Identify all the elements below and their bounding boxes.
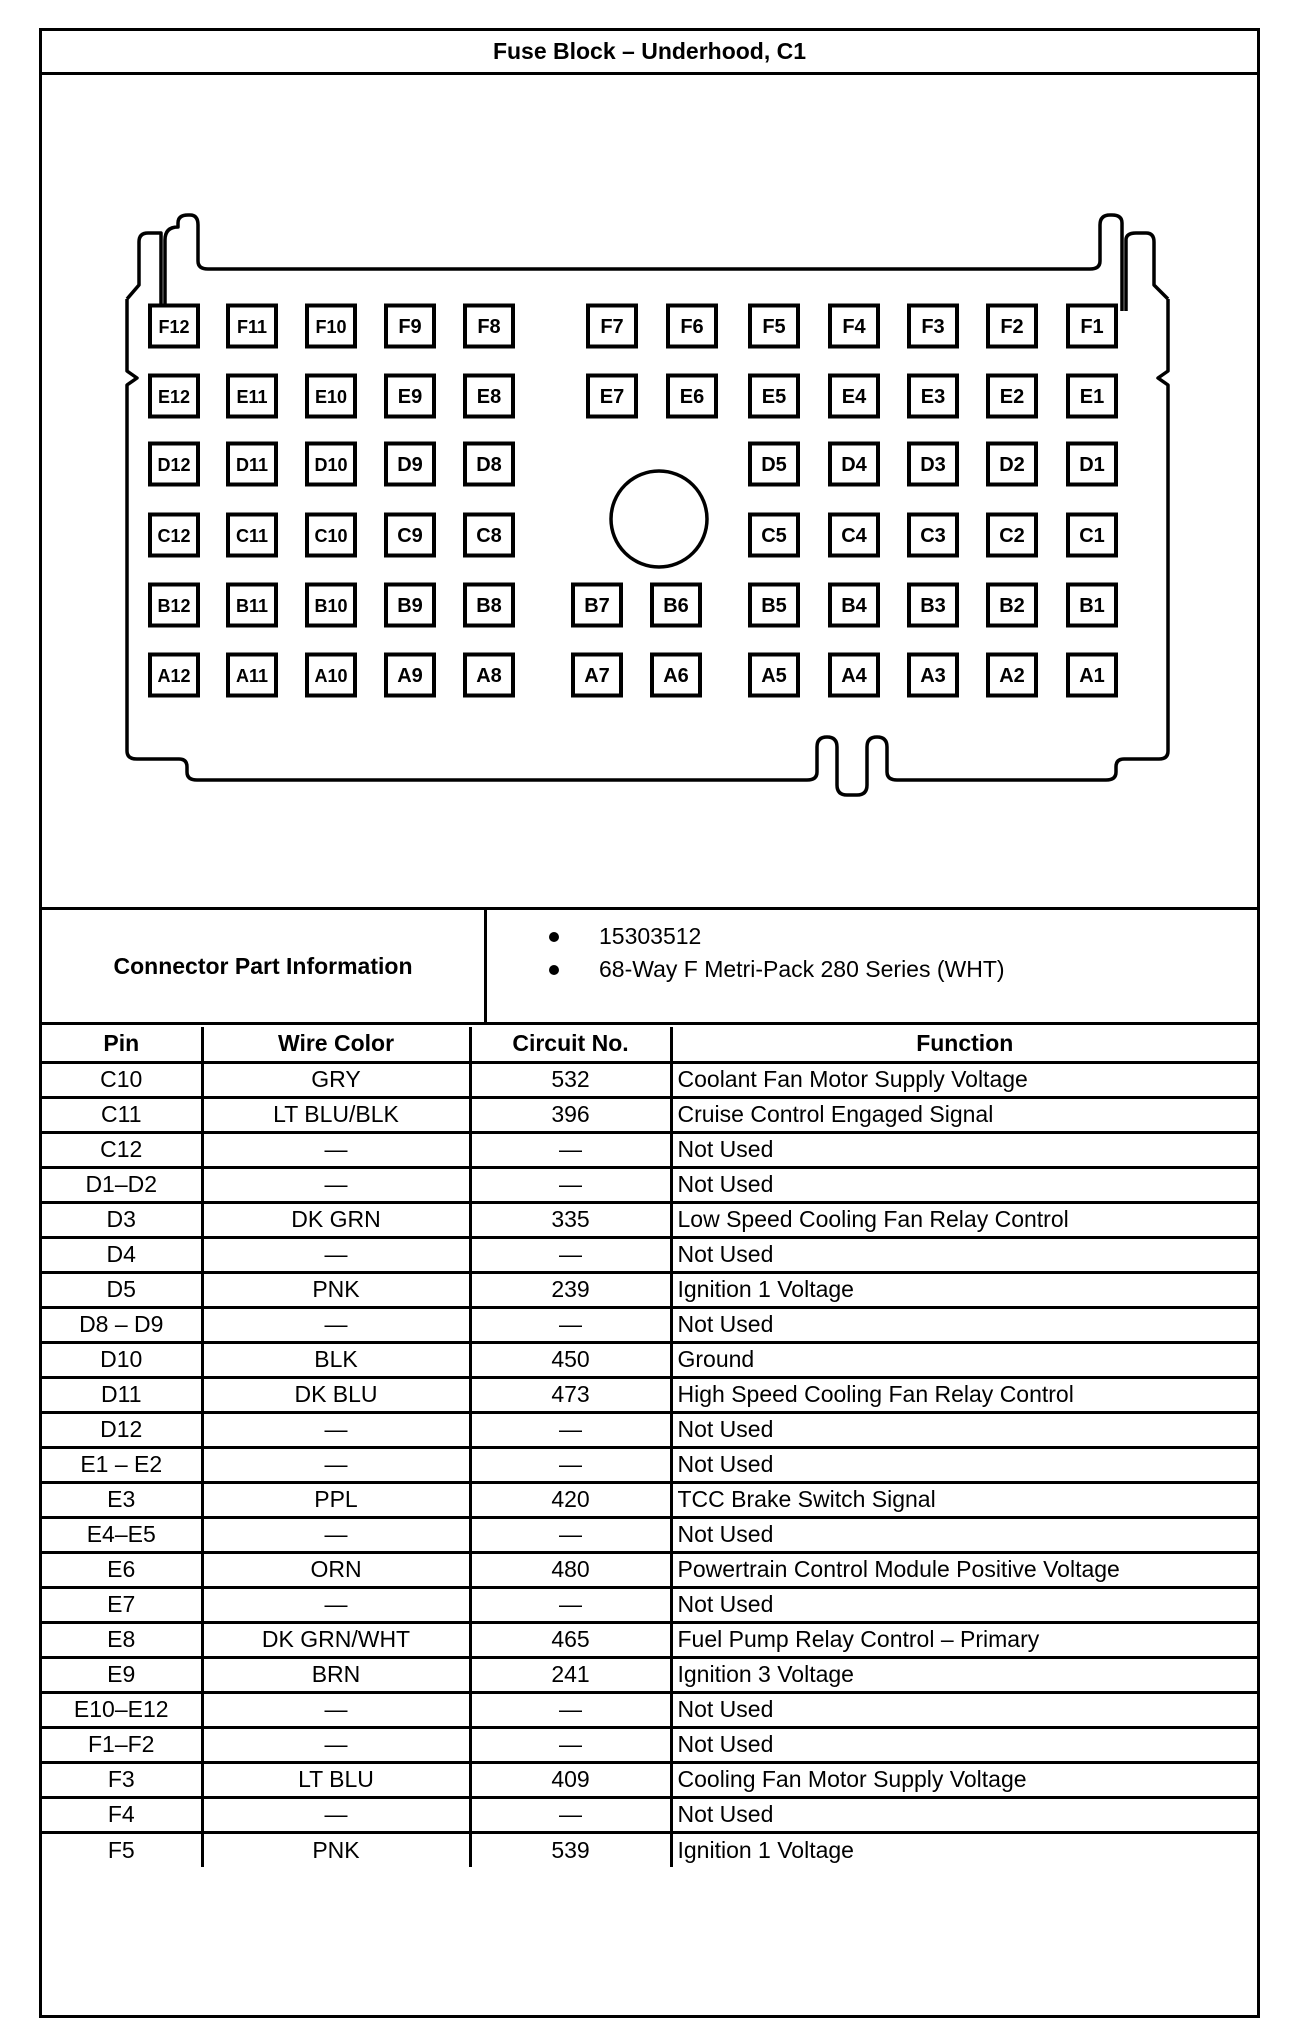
pin-cavities [150, 306, 1116, 696]
table-row [42, 1552, 1257, 1587]
circuit-cell: 239 [470, 1272, 671, 1307]
pin-label: D12 [157, 455, 191, 475]
pin-label: C1 [1079, 525, 1105, 547]
pin-label: C9 [397, 525, 423, 547]
pin-cell: C11 [42, 1097, 202, 1132]
pin-label: D9 [397, 454, 423, 476]
connector-sheet [39, 28, 1260, 2018]
pin-table-header [42, 1027, 1257, 1062]
circuit-cell: — [470, 1587, 671, 1622]
pin-cell: D10 [42, 1342, 202, 1377]
wire-color-cell: BLK [202, 1342, 470, 1377]
function-cell: Not Used [671, 1237, 1257, 1272]
function-cell: Cooling Fan Motor Supply Voltage [671, 1762, 1257, 1797]
wire-color-cell: GRY [202, 1062, 470, 1097]
keyway-circle [611, 471, 707, 567]
function-cell: Ignition 3 Voltage [671, 1657, 1257, 1692]
pin-label: A2 [999, 665, 1025, 687]
pin-label: E8 [476, 386, 502, 408]
table-row [42, 1517, 1257, 1552]
wire-color-cell: DK GRN [202, 1202, 470, 1237]
pin-label: A7 [584, 665, 610, 687]
circuit-cell: — [470, 1727, 671, 1762]
pin-label: F1 [1080, 316, 1104, 338]
pin-label: D11 [235, 455, 269, 475]
pin-cell: F3 [42, 1762, 202, 1797]
header-function: Function [671, 1027, 1257, 1062]
bullet-icon [549, 932, 559, 942]
table-row [42, 1202, 1257, 1237]
pin-label: F2 [1000, 316, 1024, 338]
header-wire-color: Wire Color [202, 1027, 470, 1062]
pin-label: E9 [397, 386, 423, 408]
pin-table [42, 1027, 1257, 1867]
table-row [42, 1657, 1257, 1692]
function-cell: High Speed Cooling Fan Relay Control [671, 1377, 1257, 1412]
table-row [42, 1377, 1257, 1412]
function-cell: Ground [671, 1342, 1257, 1377]
pin-label: B7 [584, 595, 610, 617]
pin-label: D2 [999, 454, 1025, 476]
table-row [42, 1167, 1257, 1202]
pin-label: B6 [663, 595, 689, 617]
pin-label: A11 [235, 666, 269, 686]
pin-label: F12 [158, 317, 190, 337]
pin-label: B11 [235, 596, 269, 616]
function-cell: Not Used [671, 1797, 1257, 1832]
pin-cell: E4–E5 [42, 1517, 202, 1552]
function-cell: Not Used [671, 1307, 1257, 1342]
pin-cell: D5 [42, 1272, 202, 1307]
pin-cell: E9 [42, 1657, 202, 1692]
pin-label: F10 [315, 317, 347, 337]
pin-label: D3 [920, 454, 946, 476]
circuit-cell: 465 [470, 1622, 671, 1657]
wire-color-cell: — [202, 1307, 470, 1342]
circuit-cell: 532 [470, 1062, 671, 1097]
wire-color-cell: — [202, 1237, 470, 1272]
pin-cell: C10 [42, 1062, 202, 1097]
pin-label: E11 [236, 387, 268, 407]
page-title: Fuse Block – Underhood, C1 [42, 31, 1257, 75]
pin-label: A12 [157, 666, 191, 686]
wire-color-cell: — [202, 1797, 470, 1832]
pin-cell: D1–D2 [42, 1167, 202, 1202]
pin-cell: D11 [42, 1377, 202, 1412]
wire-color-cell: — [202, 1132, 470, 1167]
wire-color-cell: BRN [202, 1657, 470, 1692]
table-row [42, 1727, 1257, 1762]
wire-color-cell: PPL [202, 1482, 470, 1517]
pin-cell: E1 – E2 [42, 1447, 202, 1482]
pin-cell: D4 [42, 1237, 202, 1272]
circuit-cell: 241 [470, 1657, 671, 1692]
pin-cell: F5 [42, 1832, 202, 1867]
pin-table-body [42, 1062, 1257, 1867]
table-row [42, 1307, 1257, 1342]
connector-info-label: Connector Part Information [42, 910, 487, 1022]
pin-label: A8 [476, 665, 502, 687]
circuit-cell: 335 [470, 1202, 671, 1237]
circuit-cell: — [470, 1692, 671, 1727]
table-row [42, 1762, 1257, 1797]
wire-color-cell: DK GRN/WHT [202, 1622, 470, 1657]
circuit-cell: 480 [470, 1552, 671, 1587]
bullet-icon [549, 965, 559, 975]
pin-label: E4 [841, 386, 867, 408]
wire-color-cell: LT BLU [202, 1762, 470, 1797]
pin-label: E6 [679, 386, 705, 408]
function-cell: Low Speed Cooling Fan Relay Control [671, 1202, 1257, 1237]
pin-cell: E8 [42, 1622, 202, 1657]
pin-label: E2 [999, 386, 1025, 408]
pin-label: B3 [920, 595, 946, 617]
pin-cell: F1–F2 [42, 1727, 202, 1762]
function-cell: Fuel Pump Relay Control – Primary [671, 1622, 1257, 1657]
circuit-cell: — [470, 1132, 671, 1167]
table-row [42, 1692, 1257, 1727]
pin-cell: E10–E12 [42, 1692, 202, 1727]
pin-cell: D8 – D9 [42, 1307, 202, 1342]
circuit-cell: 450 [470, 1342, 671, 1377]
pin-label: D8 [476, 454, 502, 476]
pin-label: C12 [157, 526, 191, 546]
pin-label: B5 [761, 595, 787, 617]
pin-cell: D3 [42, 1202, 202, 1237]
pin-label: A3 [920, 665, 946, 687]
pin-label: C5 [761, 525, 787, 547]
pin-label: E7 [599, 386, 625, 408]
pin-label: A9 [397, 665, 423, 687]
circuit-cell: 420 [470, 1482, 671, 1517]
wire-color-cell: PNK [202, 1832, 470, 1867]
pin-cell: E7 [42, 1587, 202, 1622]
table-row [42, 1797, 1257, 1832]
pin-label: A4 [841, 665, 867, 687]
pin-label: F3 [921, 316, 945, 338]
function-cell: Not Used [671, 1447, 1257, 1482]
pin-label: D1 [1079, 454, 1105, 476]
function-cell: Ignition 1 Voltage [671, 1832, 1257, 1867]
pin-label: C3 [920, 525, 946, 547]
pin-label: E3 [920, 386, 946, 408]
pin-label: A10 [314, 666, 348, 686]
pin-cell: E3 [42, 1482, 202, 1517]
table-row [42, 1622, 1257, 1657]
function-cell: Cruise Control Engaged Signal [671, 1097, 1257, 1132]
pin-label: B8 [476, 595, 502, 617]
circuit-cell: 539 [470, 1832, 671, 1867]
pin-label: D10 [314, 455, 348, 475]
table-row [42, 1097, 1257, 1132]
circuit-cell: — [470, 1447, 671, 1482]
connector-housing-outline [127, 215, 1168, 795]
function-cell: Not Used [671, 1587, 1257, 1622]
connector-part-information [42, 907, 1257, 1025]
circuit-cell: 396 [470, 1097, 671, 1132]
connector-face-drawing [42, 75, 1257, 907]
table-row [42, 1412, 1257, 1447]
wire-color-cell: — [202, 1517, 470, 1552]
pin-label: D4 [841, 454, 867, 476]
pin-label: F5 [762, 316, 786, 338]
pin-label: F6 [680, 316, 704, 338]
function-cell: TCC Brake Switch Signal [671, 1482, 1257, 1517]
pin-label: B10 [314, 596, 348, 616]
circuit-cell: 409 [470, 1762, 671, 1797]
wire-color-cell: LT BLU/BLK [202, 1097, 470, 1132]
pin-label: E10 [314, 387, 348, 407]
wire-color-cell: — [202, 1447, 470, 1482]
pin-label: D5 [761, 454, 787, 476]
pin-label: E1 [1079, 386, 1105, 408]
function-cell: Powertrain Control Module Positive Voltage [671, 1552, 1257, 1587]
table-row [42, 1342, 1257, 1377]
pin-cell: C12 [42, 1132, 202, 1167]
pin-label: F11 [236, 317, 268, 337]
function-cell: Not Used [671, 1167, 1257, 1202]
wire-color-cell: — [202, 1587, 470, 1622]
table-row [42, 1132, 1257, 1167]
wire-color-cell: — [202, 1692, 470, 1727]
function-cell: Not Used [671, 1517, 1257, 1552]
table-row [42, 1237, 1257, 1272]
pin-label: E5 [761, 386, 787, 408]
function-cell: Not Used [671, 1727, 1257, 1762]
connector-diagram [42, 75, 1257, 907]
pin-label: A1 [1079, 665, 1105, 687]
header-circuit-no: Circuit No. [470, 1027, 671, 1062]
wire-color-cell: PNK [202, 1272, 470, 1307]
pin-cell: E6 [42, 1552, 202, 1587]
pin-label: F4 [842, 316, 866, 338]
function-cell: Not Used [671, 1132, 1257, 1167]
circuit-cell: — [470, 1237, 671, 1272]
function-cell: Not Used [671, 1412, 1257, 1447]
pin-label: A6 [663, 665, 689, 687]
pin-label: C8 [476, 525, 502, 547]
pin-label: C4 [841, 525, 867, 547]
pin-label: F7 [600, 316, 624, 338]
pin-label: C2 [999, 525, 1025, 547]
wire-color-cell: ORN [202, 1552, 470, 1587]
table-row [42, 1832, 1257, 1867]
table-row [42, 1447, 1257, 1482]
table-row [42, 1272, 1257, 1307]
circuit-cell: 473 [470, 1377, 671, 1412]
pin-label: B9 [397, 595, 423, 617]
pin-label: B1 [1079, 595, 1105, 617]
pin-label: F8 [477, 316, 501, 338]
table-row [42, 1062, 1257, 1097]
function-cell: Ignition 1 Voltage [671, 1272, 1257, 1307]
header-pin: Pin [42, 1027, 202, 1062]
pin-label: B2 [999, 595, 1025, 617]
function-cell: Coolant Fan Motor Supply Voltage [671, 1062, 1257, 1097]
pin-cell: F4 [42, 1797, 202, 1832]
table-row [42, 1482, 1257, 1517]
pin-label: B12 [157, 596, 191, 616]
wire-color-cell: — [202, 1727, 470, 1762]
wire-color-cell: — [202, 1167, 470, 1202]
pin-cell: D12 [42, 1412, 202, 1447]
pin-label: C10 [314, 526, 348, 546]
connector-info-item: 15303512 [492, 920, 1005, 953]
table-row [42, 1587, 1257, 1622]
connector-info-list [492, 920, 1005, 986]
circuit-cell: — [470, 1167, 671, 1202]
circuit-cell: — [470, 1517, 671, 1552]
pin-label: F9 [398, 316, 422, 338]
wire-color-cell: — [202, 1412, 470, 1447]
pin-label: A5 [761, 665, 787, 687]
wire-color-cell: DK BLU [202, 1377, 470, 1412]
circuit-cell: — [470, 1307, 671, 1342]
function-cell: Not Used [671, 1692, 1257, 1727]
pin-label: B4 [841, 595, 867, 617]
circuit-cell: — [470, 1412, 671, 1447]
pin-label: C11 [235, 526, 269, 546]
pin-label: E12 [157, 387, 191, 407]
circuit-cell: — [470, 1797, 671, 1832]
connector-info-item: 68-Way F Metri-Pack 280 Series (WHT) [492, 953, 1005, 986]
